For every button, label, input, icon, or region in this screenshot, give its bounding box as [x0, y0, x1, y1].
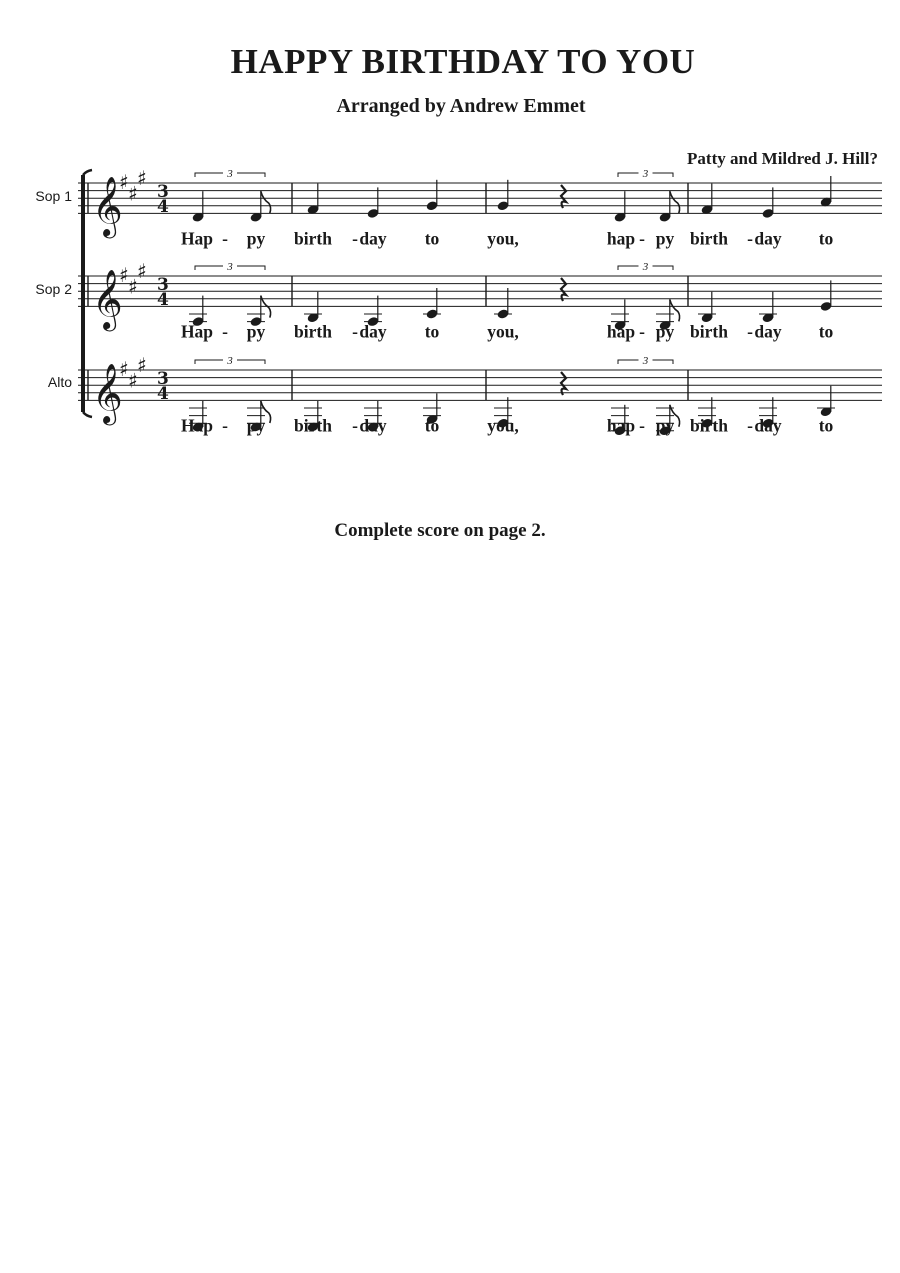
- staff-3: [78, 353, 882, 436]
- lyric-syllable: hap: [606, 415, 636, 436]
- arranger-credit: Arranged by Andrew Emmet: [336, 95, 586, 117]
- note-flag: [670, 299, 680, 321]
- lyric-syllable: to: [424, 415, 440, 436]
- lyric-syllable: day: [359, 228, 387, 249]
- part-label-sop1: Sop 1: [35, 188, 72, 204]
- sharp-icon: ♯: [119, 170, 129, 194]
- lyric-syllable: to: [818, 415, 834, 436]
- part-label-sop2: Sop 2: [35, 281, 72, 297]
- lyric-syllable: -: [352, 415, 358, 436]
- note-flag: [670, 191, 680, 213]
- lyric-syllable: -: [222, 228, 228, 249]
- lyric-syllable: -: [639, 415, 645, 436]
- time-signature-top: 3: [157, 369, 169, 389]
- lyric-syllable: Hap: [180, 321, 214, 342]
- lyric-syllable: hap: [606, 321, 636, 342]
- lyric-syllable: you,: [487, 415, 519, 436]
- time-signature-top: 3: [157, 182, 169, 202]
- lyric-syllable: to: [818, 321, 834, 342]
- treble-clef-icon: 𝄞: [92, 269, 123, 330]
- lyric-syllable: -: [222, 415, 228, 436]
- lyric-syllable: Hap: [180, 228, 214, 249]
- lyric-syllable: day: [359, 415, 387, 436]
- time-signature-bottom: 4: [157, 290, 169, 310]
- lyric-syllable: -: [352, 228, 358, 249]
- lyric-syllable: birth: [690, 415, 728, 436]
- lyric-syllable: py: [246, 415, 266, 436]
- time-signature-top: 3: [157, 275, 169, 295]
- lyric-syllable: py: [655, 228, 675, 249]
- score-title: HAPPY BIRTHDAY TO YOU: [230, 42, 696, 81]
- sharp-icon: ♯: [128, 181, 138, 206]
- lyric-syllable: day: [754, 415, 782, 436]
- lyric-syllable: py: [246, 228, 266, 249]
- sharp-icon: ♯: [128, 274, 138, 299]
- treble-clef-icon: 𝄞: [92, 176, 123, 237]
- footer-note: Complete score on page 2.: [334, 520, 546, 541]
- triplet-label: 3: [227, 168, 233, 180]
- triplet-label: 3: [642, 261, 649, 273]
- sharp-icon: ♯: [128, 368, 138, 393]
- lyric-syllable: -: [639, 228, 645, 249]
- lyric-syllable: you,: [487, 321, 519, 342]
- sharp-icon: ♯: [119, 263, 129, 287]
- lyric-syllable: birth: [294, 228, 332, 249]
- lyric-syllable: day: [359, 321, 387, 342]
- lyric-syllable: birth: [294, 415, 332, 436]
- lyric-syllable: -: [747, 415, 753, 436]
- lyric-syllable: -: [747, 321, 753, 342]
- lyric-syllable: -: [639, 321, 645, 342]
- part-label-alto: Alto: [47, 374, 72, 390]
- lyric-syllable: -: [747, 228, 753, 249]
- sharp-icon: ♯: [137, 166, 147, 191]
- staff-1: [78, 166, 882, 248]
- lyric-syllable: py: [655, 321, 675, 342]
- quarter-rest-icon: [561, 278, 566, 301]
- system-bracket-top: [83, 170, 92, 175]
- sharp-icon: ♯: [137, 259, 147, 284]
- quarter-rest-icon: [561, 185, 566, 208]
- sharp-icon: ♯: [119, 357, 129, 381]
- treble-clef-icon: 𝄞: [92, 363, 123, 424]
- triplet-label: 3: [642, 168, 649, 180]
- lyric-syllable: day: [754, 228, 782, 249]
- sharp-icon: ♯: [137, 353, 147, 378]
- music-score: [0, 0, 900, 470]
- note-flag: [261, 191, 271, 213]
- lyric-syllable: birth: [690, 228, 728, 249]
- triplet-label: 3: [227, 261, 233, 273]
- time-signature-bottom: 4: [157, 197, 169, 217]
- lyric-syllable: to: [424, 321, 440, 342]
- lyric-syllable: Hap: [180, 415, 214, 436]
- lyric-syllable: hap: [606, 228, 636, 249]
- lyric-syllable: to: [424, 228, 440, 249]
- quarter-rest-icon: [561, 372, 566, 395]
- composer-credit: Patty and Mildred J. Hill?: [687, 149, 878, 168]
- lyric-syllable: you,: [487, 228, 519, 249]
- time-signature-bottom: 4: [157, 384, 169, 404]
- staff-2: [78, 259, 882, 341]
- lyric-syllable: birth: [294, 321, 332, 342]
- lyric-syllable: -: [222, 321, 228, 342]
- triplet-label: 3: [227, 355, 233, 367]
- lyric-syllable: to: [818, 228, 834, 249]
- lyric-syllable: py: [655, 415, 675, 436]
- lyric-syllable: py: [246, 321, 266, 342]
- lyric-syllable: day: [754, 321, 782, 342]
- lyric-syllable: birth: [690, 321, 728, 342]
- triplet-label: 3: [642, 355, 649, 367]
- lyric-syllable: -: [352, 321, 358, 342]
- system-bracket-bottom: [83, 412, 92, 417]
